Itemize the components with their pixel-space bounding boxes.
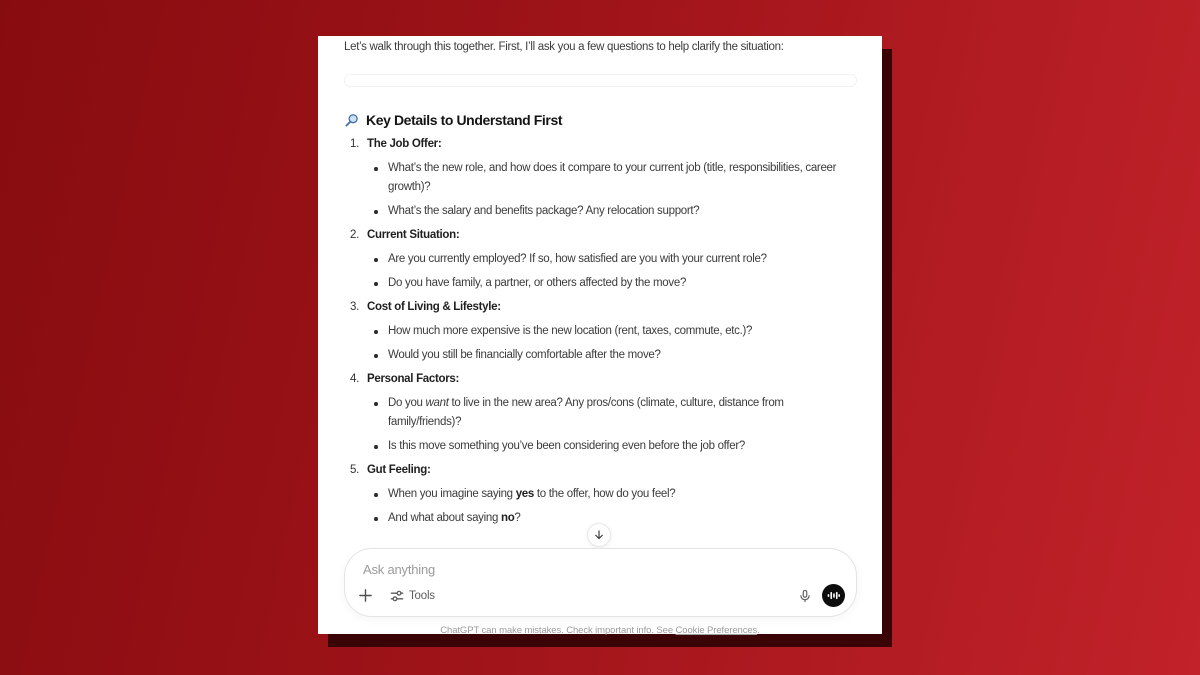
list-item-heading xyxy=(344,370,857,389)
bullet-item xyxy=(373,159,857,197)
bullet-text: Do you want to live in the new area? Any pros/cons (climate, culture, distance from family/friends)? xyxy=(388,397,784,428)
list-item-number: 4. xyxy=(350,373,359,385)
list-section xyxy=(344,370,857,456)
magnifier-icon xyxy=(344,113,359,128)
bullet-text: What’s the salary and benefits package? Any relocation support? xyxy=(388,205,700,217)
list-item-heading xyxy=(344,226,857,245)
list-item-number: 5. xyxy=(350,464,359,476)
list-item-term: Cost of Living & Lifestyle: xyxy=(367,301,501,313)
bullet-item xyxy=(373,346,857,365)
bullet-icon xyxy=(373,322,388,341)
assistant-message-intro: Let’s walk through this together. First, I’ll ask you a few questions to help clarify the situation: xyxy=(344,41,784,53)
bullet-item xyxy=(373,509,857,528)
bullet-text: And what about saying no? xyxy=(388,512,521,524)
bullet-item xyxy=(373,394,857,432)
bullet-icon xyxy=(373,509,388,528)
scroll-to-bottom-button[interactable] xyxy=(587,523,611,547)
cookie-preferences-link[interactable]: Cookie Preferences xyxy=(675,625,758,636)
section-heading xyxy=(344,110,857,130)
list-item-term: Personal Factors: xyxy=(367,373,460,385)
list-item-heading xyxy=(344,298,857,317)
bullet-icon xyxy=(373,394,388,432)
bullet-icon xyxy=(373,437,388,456)
list-section xyxy=(344,298,857,365)
disclaimer-suffix: . xyxy=(757,625,760,636)
tools-button[interactable] xyxy=(387,586,438,606)
composer xyxy=(344,548,857,617)
bullet-text: Is this move something you’ve been considering even before the job offer? xyxy=(388,440,745,452)
list-section xyxy=(344,461,857,528)
message-input[interactable]: Ask anything xyxy=(363,562,436,577)
bullet-item xyxy=(373,485,857,504)
sliders-icon xyxy=(390,589,404,603)
chat-content xyxy=(344,36,857,528)
bullet-icon xyxy=(373,202,388,221)
bullet-icon xyxy=(373,346,388,365)
attach-button[interactable] xyxy=(355,586,375,606)
bullet-text: What’s the new role, and how does it compare to your current job (title, responsibilities, career growth)? xyxy=(388,162,837,193)
list-section xyxy=(344,226,857,293)
bullet-icon xyxy=(373,485,388,504)
tools-button-label: Tools xyxy=(409,589,435,602)
message-divider xyxy=(344,74,857,87)
section-heading-text: Key Details to Understand First xyxy=(366,112,563,128)
list-item-term: The Job Offer: xyxy=(367,138,442,150)
bullet-item xyxy=(373,202,857,221)
bullet-icon xyxy=(373,159,388,197)
composer-toolbar xyxy=(355,584,845,607)
numbered-list xyxy=(344,135,857,528)
bullet-icon xyxy=(373,250,388,269)
disclaimer xyxy=(318,625,882,637)
bullet-text: Do you have family, a partner, or others affected by the move? xyxy=(388,277,687,289)
waveform-icon xyxy=(827,589,840,602)
bullet-item xyxy=(373,274,857,293)
list-item-heading xyxy=(344,461,857,480)
disclaimer-text: ChatGPT can make mistakes. Check important info. See xyxy=(440,625,676,636)
voice-mode-button[interactable] xyxy=(822,584,845,607)
arrow-down-icon xyxy=(593,529,605,541)
bullet-text: Are you currently employed? If so, how satisfied are you with your current role? xyxy=(388,253,767,265)
bullet-text: How much more expensive is the new location (rent, taxes, commute, etc.)? xyxy=(388,325,753,337)
composer-right-actions xyxy=(795,584,845,607)
list-item-term: Gut Feeling: xyxy=(367,464,431,476)
bullet-item xyxy=(373,322,857,341)
plus-icon xyxy=(358,588,373,603)
bullet-item xyxy=(373,437,857,456)
chatgpt-window xyxy=(318,36,882,634)
list-section xyxy=(344,135,857,221)
list-item-number: 2. xyxy=(350,229,359,241)
dictate-button[interactable] xyxy=(795,586,815,606)
bullet-text: Would you still be financially comfortable after the move? xyxy=(388,349,661,361)
list-item-number: 1. xyxy=(350,138,359,150)
bullet-icon xyxy=(373,274,388,293)
list-item-number: 3. xyxy=(350,301,359,313)
bullet-item xyxy=(373,250,857,269)
list-item-heading xyxy=(344,135,857,154)
microphone-icon xyxy=(798,589,812,603)
bullet-text: When you imagine saying yes to the offer, how do you feel? xyxy=(388,488,676,500)
list-item-term: Current Situation: xyxy=(367,229,460,241)
